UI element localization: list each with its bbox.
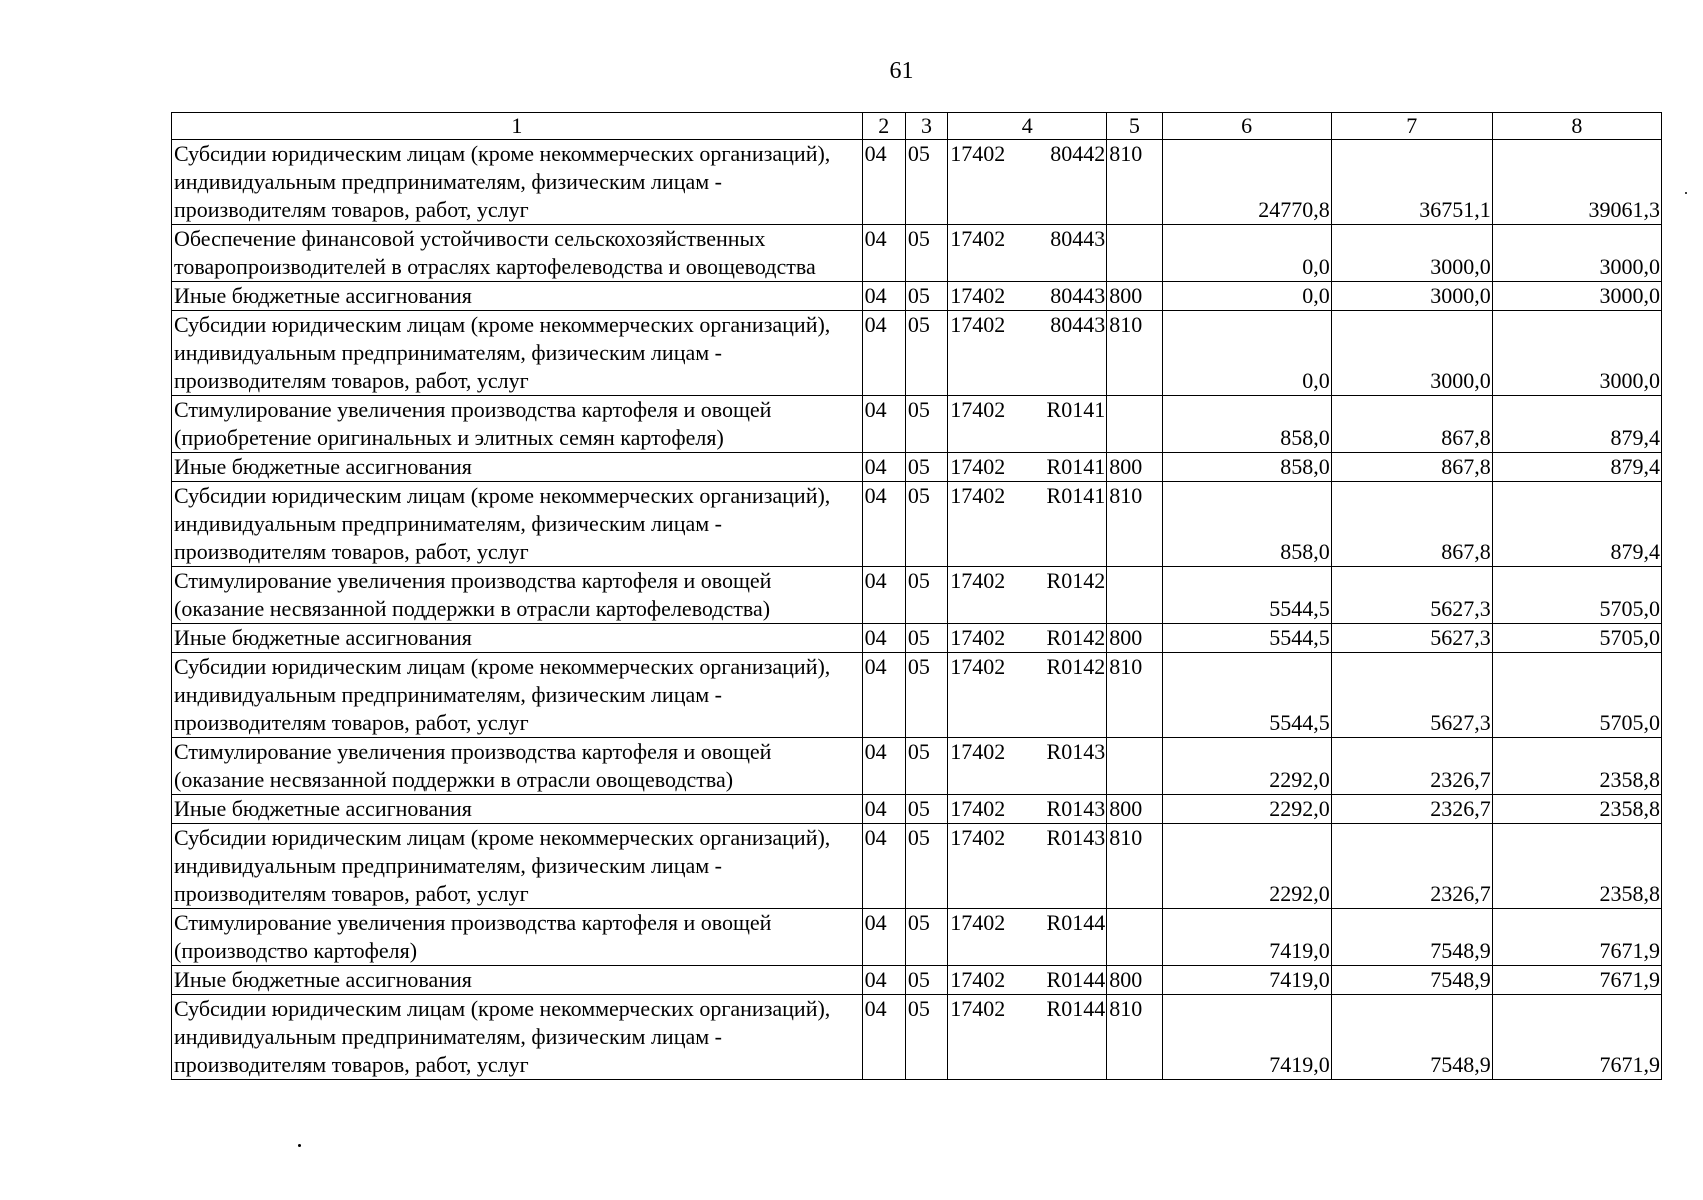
amount-col8: 7671,9 xyxy=(1492,995,1661,1080)
amount-col8: 2358,8 xyxy=(1492,738,1661,795)
subsection-code: 05 xyxy=(905,282,947,311)
expense-type-code: 810 xyxy=(1107,995,1162,1080)
direction-code: R0141 xyxy=(1035,453,1106,482)
expense-type-code: 810 xyxy=(1107,824,1162,909)
row-name: Стимулирование увеличения производства картофеля и овощей (приобретение оригинальных и элитных семян картофеля) xyxy=(172,396,863,453)
amount-col6: 0,0 xyxy=(1162,311,1331,396)
amount-col7: 7548,9 xyxy=(1331,966,1492,995)
direction-code: 80443 xyxy=(1035,311,1106,396)
subsection-code: 05 xyxy=(905,995,947,1080)
amount-col6: 0,0 xyxy=(1162,282,1331,311)
page-number: 61 xyxy=(889,58,914,84)
row-name: Иные бюджетные ассигнования xyxy=(172,795,863,824)
amount-col7: 2326,7 xyxy=(1331,795,1492,824)
section-code: 04 xyxy=(862,795,905,824)
column-header: 4 xyxy=(948,113,1107,140)
section-code: 04 xyxy=(862,653,905,738)
direction-code: 80443 xyxy=(1035,225,1106,282)
amount-col7: 3000,0 xyxy=(1331,225,1492,282)
amount-col8: 2358,8 xyxy=(1492,824,1661,909)
direction-code: R0144 xyxy=(1035,995,1106,1080)
table-header-row xyxy=(172,113,1662,140)
amount-col7: 867,8 xyxy=(1331,453,1492,482)
table-row xyxy=(172,966,1662,995)
section-code: 04 xyxy=(862,282,905,311)
amount-col6: 0,0 xyxy=(1162,225,1331,282)
expense-type-code: 800 xyxy=(1107,795,1162,824)
amount-col8: 5705,0 xyxy=(1492,567,1661,624)
section-code: 04 xyxy=(862,824,905,909)
amount-col8: 7671,9 xyxy=(1492,966,1661,995)
amount-col6: 858,0 xyxy=(1162,482,1331,567)
amount-col6: 24770,8 xyxy=(1162,140,1331,225)
amount-col8: 879,4 xyxy=(1492,453,1661,482)
section-code: 04 xyxy=(862,567,905,624)
amount-col7: 867,8 xyxy=(1331,482,1492,567)
table-row xyxy=(172,282,1662,311)
direction-code: R0141 xyxy=(1035,482,1106,567)
amount-col8: 2358,8 xyxy=(1492,795,1661,824)
amount-col7: 2326,7 xyxy=(1331,738,1492,795)
amount-col7: 5627,3 xyxy=(1331,624,1492,653)
table-row xyxy=(172,909,1662,966)
amount-col6: 5544,5 xyxy=(1162,567,1331,624)
amount-col6: 858,0 xyxy=(1162,453,1331,482)
subsection-code: 05 xyxy=(905,653,947,738)
amount-col6: 7419,0 xyxy=(1162,909,1331,966)
subsection-code: 05 xyxy=(905,396,947,453)
amount-col7: 7548,9 xyxy=(1331,909,1492,966)
direction-code: R0144 xyxy=(1035,966,1106,995)
expense-type-code xyxy=(1107,909,1162,966)
amount-col8: 5705,0 xyxy=(1492,653,1661,738)
section-code: 04 xyxy=(862,396,905,453)
direction-code: 80442 xyxy=(1035,140,1106,225)
scan-speck xyxy=(1685,192,1687,194)
program-code: 17402 xyxy=(948,225,1036,282)
row-name: Субсидии юридическим лицам (кроме некоммерческих организаций), индивидуальным предпринимателям, физическим лицам - производителям товаров, работ, услуг xyxy=(172,311,863,396)
section-code: 04 xyxy=(862,966,905,995)
expense-type-code xyxy=(1107,567,1162,624)
column-header: 1 xyxy=(172,113,863,140)
program-code: 17402 xyxy=(948,795,1036,824)
table-row xyxy=(172,453,1662,482)
expense-type-code: 800 xyxy=(1107,282,1162,311)
subsection-code: 05 xyxy=(905,311,947,396)
table-row xyxy=(172,824,1662,909)
amount-col7: 5627,3 xyxy=(1331,653,1492,738)
column-header: 6 xyxy=(1162,113,1331,140)
table-row xyxy=(172,567,1662,624)
amount-col8: 3000,0 xyxy=(1492,282,1661,311)
amount-col7: 2326,7 xyxy=(1331,824,1492,909)
row-name: Стимулирование увеличения производства картофеля и овощей (оказание несвязанной поддержки в отрасли картофелеводства) xyxy=(172,567,863,624)
subsection-code: 05 xyxy=(905,567,947,624)
column-header: 5 xyxy=(1107,113,1162,140)
section-code: 04 xyxy=(862,482,905,567)
amount-col6: 858,0 xyxy=(1162,396,1331,453)
row-name: Иные бюджетные ассигнования xyxy=(172,624,863,653)
row-name: Субсидии юридическим лицам (кроме некоммерческих организаций), индивидуальным предпринимателям, физическим лицам - производителям товаров, работ, услуг xyxy=(172,653,863,738)
expense-type-code xyxy=(1107,396,1162,453)
program-code: 17402 xyxy=(948,567,1036,624)
amount-col7: 867,8 xyxy=(1331,396,1492,453)
amount-col7: 5627,3 xyxy=(1331,567,1492,624)
expense-type-code: 800 xyxy=(1107,624,1162,653)
direction-code: R0144 xyxy=(1035,909,1106,966)
table-row xyxy=(172,225,1662,282)
program-code: 17402 xyxy=(948,282,1036,311)
amount-col6: 5544,5 xyxy=(1162,653,1331,738)
direction-code: R0142 xyxy=(1035,624,1106,653)
expense-type-code xyxy=(1107,738,1162,795)
row-name: Иные бюджетные ассигнования xyxy=(172,282,863,311)
column-header: 7 xyxy=(1331,113,1492,140)
table-row xyxy=(172,482,1662,567)
section-code: 04 xyxy=(862,909,905,966)
expense-type-code: 810 xyxy=(1107,482,1162,567)
amount-col6: 7419,0 xyxy=(1162,995,1331,1080)
expense-type-code: 800 xyxy=(1107,453,1162,482)
subsection-code: 05 xyxy=(905,482,947,567)
table-row xyxy=(172,995,1662,1080)
table-row xyxy=(172,311,1662,396)
amount-col6: 2292,0 xyxy=(1162,795,1331,824)
scan-speck xyxy=(298,1144,301,1147)
amount-col7: 36751,1 xyxy=(1331,140,1492,225)
amount-col8: 879,4 xyxy=(1492,482,1661,567)
section-code: 04 xyxy=(862,225,905,282)
program-code: 17402 xyxy=(948,453,1036,482)
direction-code: 80443 xyxy=(1035,282,1106,311)
subsection-code: 05 xyxy=(905,966,947,995)
program-code: 17402 xyxy=(948,482,1036,567)
row-name: Субсидии юридическим лицам (кроме некоммерческих организаций), индивидуальным предпринимателям, физическим лицам - производителям товаров, работ, услуг xyxy=(172,824,863,909)
program-code: 17402 xyxy=(948,624,1036,653)
program-code: 17402 xyxy=(948,311,1036,396)
subsection-code: 05 xyxy=(905,909,947,966)
budget-table xyxy=(171,112,1662,1080)
subsection-code: 05 xyxy=(905,738,947,795)
expense-type-code xyxy=(1107,225,1162,282)
expense-type-code: 800 xyxy=(1107,966,1162,995)
row-name: Обеспечение финансовой устойчивости сельскохозяйственных товаропроизводителей в отраслях картофелеводства и овощеводства xyxy=(172,225,863,282)
amount-col7: 3000,0 xyxy=(1331,311,1492,396)
amount-col6: 7419,0 xyxy=(1162,966,1331,995)
row-name: Иные бюджетные ассигнования xyxy=(172,966,863,995)
row-name: Стимулирование увеличения производства картофеля и овощей (производство картофеля) xyxy=(172,909,863,966)
program-code: 17402 xyxy=(948,909,1036,966)
table-row xyxy=(172,140,1662,225)
direction-code: R0142 xyxy=(1035,653,1106,738)
section-code: 04 xyxy=(862,140,905,225)
direction-code: R0143 xyxy=(1035,738,1106,795)
amount-col8: 3000,0 xyxy=(1492,311,1661,396)
table-body xyxy=(172,113,1662,1080)
direction-code: R0142 xyxy=(1035,567,1106,624)
program-code: 17402 xyxy=(948,396,1036,453)
column-header: 8 xyxy=(1492,113,1661,140)
section-code: 04 xyxy=(862,624,905,653)
subsection-code: 05 xyxy=(905,140,947,225)
program-code: 17402 xyxy=(948,653,1036,738)
amount-col6: 5544,5 xyxy=(1162,624,1331,653)
program-code: 17402 xyxy=(948,995,1036,1080)
program-code: 17402 xyxy=(948,140,1036,225)
table-row xyxy=(172,795,1662,824)
subsection-code: 05 xyxy=(905,453,947,482)
expense-type-code: 810 xyxy=(1107,311,1162,396)
expense-type-code: 810 xyxy=(1107,140,1162,225)
amount-col6: 2292,0 xyxy=(1162,824,1331,909)
subsection-code: 05 xyxy=(905,225,947,282)
amount-col7: 7548,9 xyxy=(1331,995,1492,1080)
row-name: Субсидии юридическим лицам (кроме некоммерческих организаций), индивидуальным предпринимателям, физическим лицам - производителям товаров, работ, услуг xyxy=(172,140,863,225)
subsection-code: 05 xyxy=(905,624,947,653)
direction-code: R0143 xyxy=(1035,795,1106,824)
row-name: Стимулирование увеличения производства картофеля и овощей (оказание несвязанной поддержки в отрасли овощеводства) xyxy=(172,738,863,795)
row-name: Иные бюджетные ассигнования xyxy=(172,453,863,482)
section-code: 04 xyxy=(862,995,905,1080)
expense-type-code: 810 xyxy=(1107,653,1162,738)
amount-col6: 2292,0 xyxy=(1162,738,1331,795)
row-name: Субсидии юридическим лицам (кроме некоммерческих организаций), индивидуальным предпринимателям, физическим лицам - производителям товаров, работ, услуг xyxy=(172,995,863,1080)
amount-col7: 3000,0 xyxy=(1331,282,1492,311)
amount-col8: 7671,9 xyxy=(1492,909,1661,966)
table-row xyxy=(172,738,1662,795)
amount-col8: 5705,0 xyxy=(1492,624,1661,653)
direction-code: R0141 xyxy=(1035,396,1106,453)
amount-col8: 39061,3 xyxy=(1492,140,1661,225)
table-row xyxy=(172,624,1662,653)
section-code: 04 xyxy=(862,453,905,482)
program-code: 17402 xyxy=(948,738,1036,795)
amount-col8: 879,4 xyxy=(1492,396,1661,453)
program-code: 17402 xyxy=(948,966,1036,995)
program-code: 17402 xyxy=(948,824,1036,909)
subsection-code: 05 xyxy=(905,795,947,824)
table-row xyxy=(172,653,1662,738)
subsection-code: 05 xyxy=(905,824,947,909)
section-code: 04 xyxy=(862,738,905,795)
table-row xyxy=(172,396,1662,453)
column-header: 3 xyxy=(905,113,947,140)
direction-code: R0143 xyxy=(1035,824,1106,909)
row-name: Субсидии юридическим лицам (кроме некоммерческих организаций), индивидуальным предпринимателям, физическим лицам - производителям товаров, работ, услуг xyxy=(172,482,863,567)
section-code: 04 xyxy=(862,311,905,396)
amount-col8: 3000,0 xyxy=(1492,225,1661,282)
column-header: 2 xyxy=(862,113,905,140)
